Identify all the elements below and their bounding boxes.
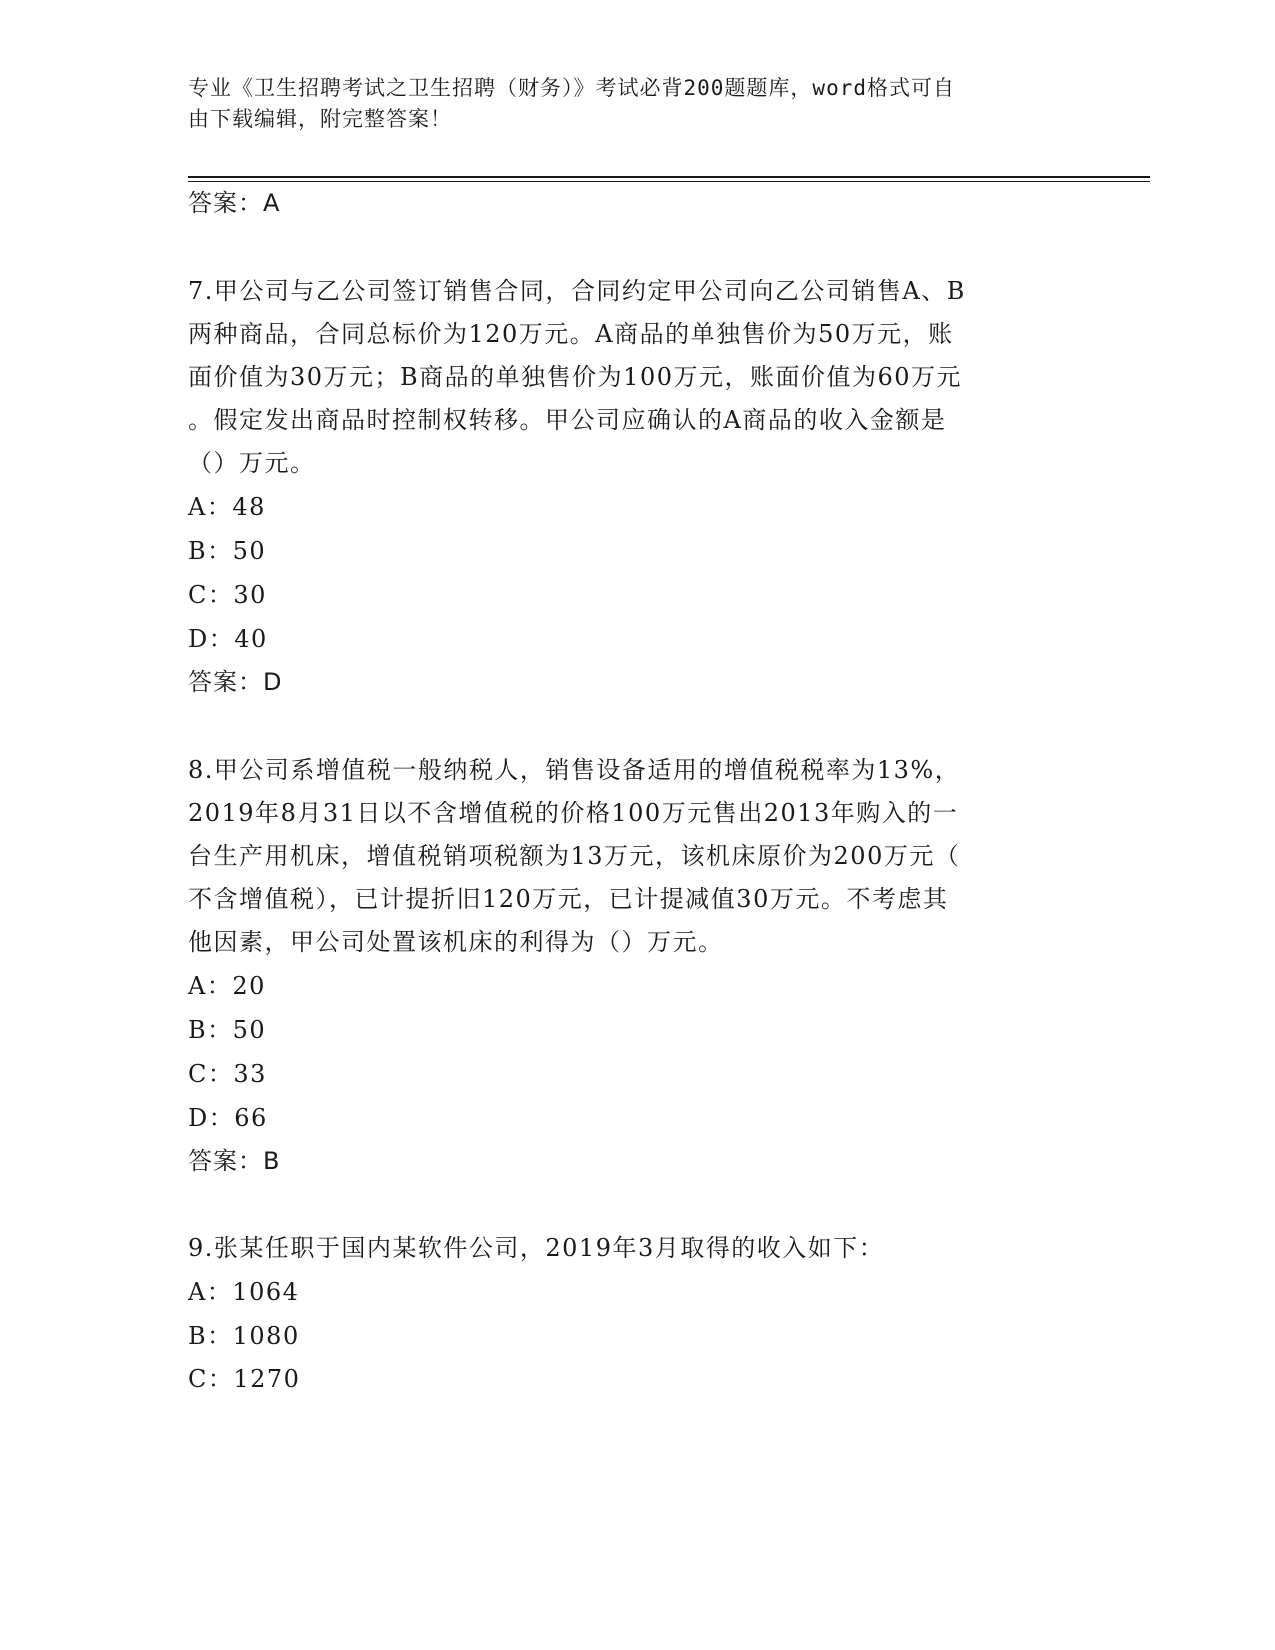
q8-option-b: B：50 bbox=[188, 1016, 267, 1044]
header-line-1: 专业《卫生招聘考试之卫生招聘（财务）》考试必背200题题库，word格式可自 bbox=[188, 76, 955, 100]
previous-answer: 答案：A bbox=[188, 189, 281, 217]
q9-option-b: B：1080 bbox=[188, 1322, 300, 1350]
q8-text-line: 2019年8月31日以不含增值税的价格100万元售出2013年购入的一 bbox=[188, 799, 959, 827]
q8-text-line: 台生产用机床，增值税销项税额为13万元，该机床原价为200万元（ bbox=[188, 842, 961, 870]
q8-option-c: C：33 bbox=[188, 1060, 267, 1088]
q7-text-line: 面价值为30万元；B商品的单独售价为100万元，账面价值为60万元 bbox=[188, 363, 963, 391]
q7-option-c: C：30 bbox=[188, 581, 267, 609]
header-line-2: 由下载编辑，附完整答案！ bbox=[188, 107, 452, 131]
q7-text-line: （）万元。 bbox=[188, 449, 316, 477]
q7-text-line: 两种商品，合同总标价为120万元。A商品的单独售价为50万元，账 bbox=[188, 320, 954, 348]
q7-option-a: A：48 bbox=[188, 493, 266, 521]
q7-text-line: 7.甲公司与乙公司签订销售合同，合同约定甲公司向乙公司销售A、B bbox=[188, 277, 966, 305]
q7-text-line: 。假定发出商品时控制权转移。甲公司应确认的A商品的收入金额是 bbox=[188, 406, 947, 434]
q7-option-b: B：50 bbox=[188, 537, 267, 565]
q7-answer: 答案：D bbox=[188, 668, 283, 696]
q7-option-d: D：40 bbox=[188, 625, 268, 653]
q8-option-a: A：20 bbox=[188, 972, 266, 1000]
q8-text-line: 8.甲公司系增值税一般纳税人，销售设备适用的增值税税率为13%， bbox=[188, 756, 961, 784]
q8-text-line: 不含增值税），已计提折旧120万元，已计提减值30万元。不考虑其 bbox=[188, 885, 949, 913]
q8-text-line: 他因素，甲公司处置该机床的利得为（）万元。 bbox=[188, 928, 724, 956]
q9-option-a: A：1064 bbox=[188, 1278, 300, 1306]
q8-option-d: D：66 bbox=[188, 1104, 268, 1132]
q9-text-line: 9.张某任职于国内某软件公司，2019年3月取得的收入如下： bbox=[188, 1234, 885, 1262]
document-header bbox=[188, 73, 1068, 135]
header-divider-thick bbox=[188, 176, 1150, 178]
q8-answer: 答案：B bbox=[188, 1147, 281, 1175]
q9-option-c: C：1270 bbox=[188, 1365, 301, 1393]
header-divider-thin bbox=[188, 181, 1150, 182]
